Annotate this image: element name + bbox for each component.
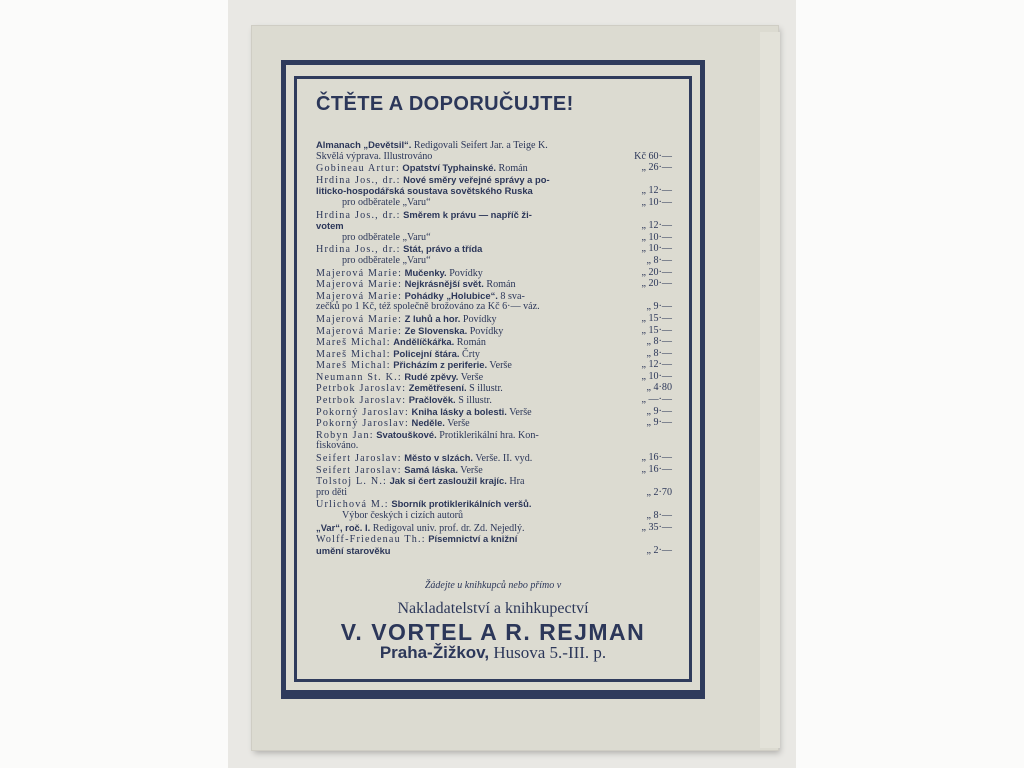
book-note: Verše xyxy=(444,418,470,430)
list-item xyxy=(316,255,680,267)
book-note: Verše. II. vyd. xyxy=(473,453,533,465)
book-title: Směrem k právu — napříč ži- xyxy=(403,208,532,220)
book-note: Verše xyxy=(487,360,512,372)
book-title: Zemětřesení. xyxy=(408,382,467,394)
book-note: Povídky xyxy=(446,267,483,279)
book-note: 8 sva- xyxy=(497,290,525,302)
book-price: „ 26·— xyxy=(641,162,672,174)
book-note: Román xyxy=(496,163,528,175)
book-note: S illustr. xyxy=(466,383,503,395)
author-name: Majerová Marie: xyxy=(316,267,403,279)
publisher-name: V. VORTEL A R. REJMAN xyxy=(340,619,646,645)
book-price: „ —·— xyxy=(641,394,672,406)
book-note: Hra xyxy=(506,476,525,488)
book-note: pro děti xyxy=(316,486,348,498)
list-item xyxy=(316,417,680,429)
book-note: Črty xyxy=(459,348,480,360)
author-name: Mareš Michal: xyxy=(316,360,391,372)
book-note: pro odběratele „Varu“ xyxy=(342,196,431,208)
page-title: ČTĚTE A DOPORUČUJTE! xyxy=(316,93,574,115)
book-price: Kč 60·— xyxy=(634,150,672,162)
book-title: Pohádky „Holubice“. xyxy=(404,289,498,301)
list-item xyxy=(316,290,680,302)
author-name: Hrdina Jos., dr.: xyxy=(316,244,401,256)
book-note: S illustr. xyxy=(455,395,492,407)
list-item xyxy=(316,382,680,394)
list-item xyxy=(316,498,680,510)
book-note: pro odběratele „Varu“ xyxy=(342,254,431,266)
book-note: Redigovali Seifert Jar. a Teige K. xyxy=(411,140,548,151)
list-item xyxy=(316,197,680,209)
list-item xyxy=(316,440,680,452)
list-item xyxy=(316,209,680,221)
book-title: liticko-hospodářská soustava sovětského Ruska xyxy=(316,185,533,197)
book-title: Rudé zpěvy. xyxy=(404,370,459,382)
author-name: Hrdina Jos., dr.: xyxy=(316,174,401,186)
author-name: Petrbok Jaroslav: xyxy=(316,395,407,407)
list-item xyxy=(316,174,680,186)
list-item xyxy=(316,510,680,522)
author-name: Majerová Marie: xyxy=(316,325,403,337)
book-title: Písemnictví a knižní xyxy=(428,533,518,545)
book-price: „ 35·— xyxy=(641,521,672,533)
author-name: Hrdina Jos., dr.: xyxy=(316,209,401,221)
book-note: Protiklerikální hra. Kon- xyxy=(436,429,539,441)
book-price: „ 12·— xyxy=(641,359,672,371)
author-name: Robyn Jan: xyxy=(316,429,374,441)
book-price: „ 12·— xyxy=(641,220,672,232)
publisher-address xyxy=(296,643,690,663)
author-name: Mareš Michal: xyxy=(316,337,391,349)
book-note: Povídky xyxy=(460,313,497,325)
book-title: Jak si čert zasloužil krajíc. xyxy=(389,475,507,487)
book-title: Stát, právo a třída xyxy=(403,243,483,255)
book-title: Andělíčkářka. xyxy=(393,336,455,348)
author-name: Majerová Marie: xyxy=(316,279,403,291)
book-note: Povídky xyxy=(467,325,504,337)
author-name: Seifert Jaroslav: xyxy=(316,453,402,465)
book-note: Verše xyxy=(457,464,483,476)
list-item xyxy=(316,325,680,337)
address-city: Praha-Žižkov, xyxy=(379,643,490,662)
book-price: „ 16·— xyxy=(641,463,672,475)
book-note: Verše xyxy=(506,406,532,418)
list-item xyxy=(316,371,680,383)
author-name: Gobineau Artur: xyxy=(316,163,400,175)
list-item xyxy=(316,475,680,487)
book-title: Sborník protiklerikálních veršů. xyxy=(391,498,532,510)
author-name: Wolff-Friedenau Th.: xyxy=(316,534,426,546)
list-item xyxy=(316,151,680,163)
book-title: Nejkrásnější svět. xyxy=(404,278,484,290)
book-title: „Var“, roč. I. xyxy=(316,521,371,533)
list-item xyxy=(316,313,680,325)
book-title: Kniha lásky a bolesti. xyxy=(411,405,507,417)
book-note: Redigoval univ. prof. dr. Zd. Nejedlý. xyxy=(370,522,525,534)
order-note: Žádejte u knihkupců nebo přímo v xyxy=(424,580,562,591)
book-title: Opatství Typhainské. xyxy=(402,162,497,174)
book-title: Z luhů a hor. xyxy=(404,312,461,324)
book-price: „ 9·— xyxy=(646,405,672,417)
book-title: Policejní štára. xyxy=(393,347,460,359)
book-price: „ 2·— xyxy=(646,544,672,556)
bottom-rule xyxy=(281,690,705,696)
book-price: „ 9·— xyxy=(646,417,672,429)
list-item xyxy=(316,545,680,557)
book-note: Skvělá výprava. Illustrováno xyxy=(316,150,433,162)
book-price: „ 15·— xyxy=(641,312,672,324)
book-title: Almanach „Devětsil“. xyxy=(316,139,412,150)
list-item xyxy=(316,162,680,174)
book-price: „ 10·— xyxy=(641,243,672,255)
book-price: „ 12·— xyxy=(641,185,672,197)
author-name: Pokorný Jaroslav: xyxy=(316,418,410,430)
list-item xyxy=(316,301,680,313)
address-street: Husova 5.-III. p. xyxy=(489,643,607,662)
list-item xyxy=(316,220,680,232)
book-note: Román xyxy=(483,279,516,291)
book-price: „ 20·— xyxy=(641,278,672,290)
list-item xyxy=(316,487,680,499)
list-item xyxy=(316,185,680,197)
list-item xyxy=(316,336,680,348)
list-item xyxy=(316,394,680,406)
book-list xyxy=(316,139,680,556)
book-price: „ 9·— xyxy=(646,301,672,313)
book-price: „ 10·— xyxy=(641,231,672,243)
book-price: „ 4·80 xyxy=(646,382,672,394)
book-note: pro odběratele „Varu“ xyxy=(342,231,431,243)
list-item xyxy=(316,348,680,360)
book-price: „ 16·— xyxy=(641,452,672,464)
list-item xyxy=(316,452,680,464)
author-name: Petrbok Jaroslav: xyxy=(316,383,407,395)
book-title: Samá láska. xyxy=(404,463,458,475)
book-title: Pračlověk. xyxy=(408,394,456,406)
book-price: „ 15·— xyxy=(641,324,672,336)
list-item xyxy=(316,359,680,371)
list-item xyxy=(316,429,680,441)
list-item xyxy=(316,522,680,534)
book-note: zečků po 1 Kč, též společně brožováno za Kč 6·— váz. xyxy=(316,301,540,313)
book-price: „ 10·— xyxy=(641,196,672,208)
book-title: Neděle. xyxy=(411,417,445,429)
list-item xyxy=(316,243,680,255)
list-item xyxy=(316,278,680,290)
author-name: Mareš Michal: xyxy=(316,348,391,360)
book-title: Ze Slovenska. xyxy=(404,324,468,336)
page-edge xyxy=(760,32,780,748)
list-item xyxy=(316,139,680,151)
author-name: Seifert Jaroslav: xyxy=(316,464,402,476)
book-price: „ 20·— xyxy=(641,266,672,278)
author-name: Majerová Marie: xyxy=(316,313,403,325)
book-note: fiskováno. xyxy=(316,440,359,452)
author-name: Majerová Marie: xyxy=(316,290,403,302)
book-price: „ 10·— xyxy=(641,370,672,382)
book-title: Přicházím z periferie. xyxy=(393,359,488,371)
list-item xyxy=(316,533,680,545)
book-note: Román xyxy=(454,337,486,349)
author-name: Urlichová M.: xyxy=(316,499,389,511)
book-title: Nové směry veřejné správy a po- xyxy=(403,173,550,185)
book-price: „ 2·70 xyxy=(646,486,672,498)
author-name: Pokorný Jaroslav: xyxy=(316,406,410,418)
book-price: „ 8·— xyxy=(646,510,672,521)
list-item xyxy=(316,406,680,418)
book-note: Verše xyxy=(458,371,484,383)
book-title: Mučenky. xyxy=(404,266,447,278)
book-note: Výbor českých i cizích autorů xyxy=(342,510,464,521)
list-item xyxy=(316,232,680,244)
book-title: umění starověku xyxy=(316,544,391,556)
book-price: „ 8·— xyxy=(646,254,672,266)
book-price: „ 8·— xyxy=(646,336,672,348)
book-title: Svatouškové. xyxy=(376,428,437,440)
list-item xyxy=(316,267,680,279)
book-price: „ 8·— xyxy=(646,347,672,359)
book-title: Město v slzách. xyxy=(404,452,474,464)
list-item xyxy=(316,464,680,476)
book-title: votem xyxy=(316,220,344,232)
author-name: Tolstoj L. N.: xyxy=(316,476,388,488)
author-name: Neumann St. K.: xyxy=(316,371,402,383)
publisher-label: Nakladatelství a knihkupectví xyxy=(397,600,589,617)
